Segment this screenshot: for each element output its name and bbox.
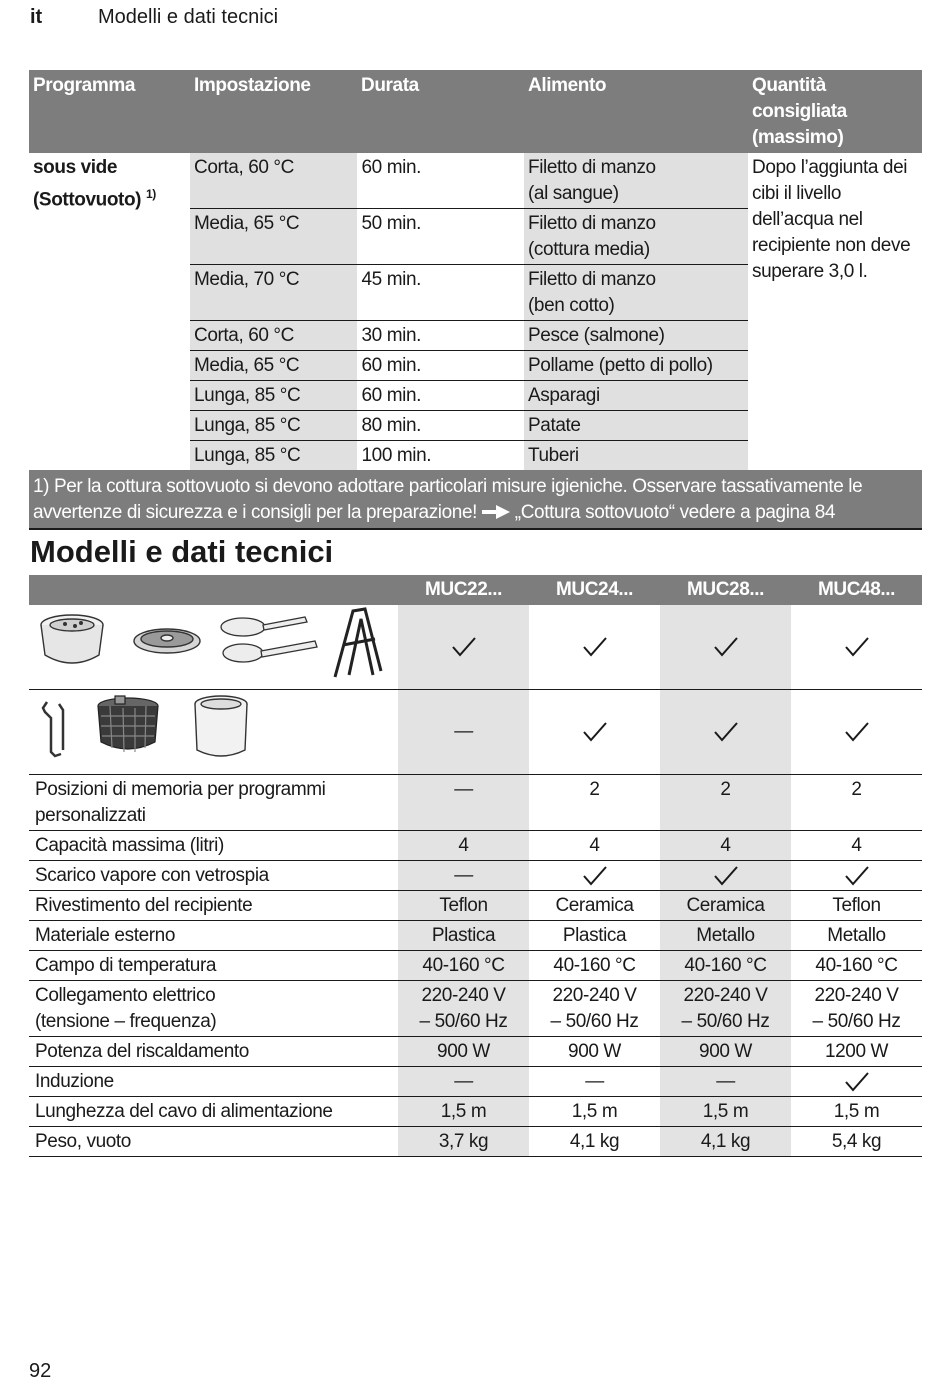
availability-cell [529,690,660,775]
checkmark-icon [713,636,739,658]
spec-value-sub: – 50/60 Hz [419,1011,508,1032]
spec-value-cell [660,861,791,891]
spec-value [844,865,870,886]
checkmark-icon [713,721,739,743]
col-header-food: Alimento [524,70,748,153]
spec-value-cell [398,981,529,1037]
col-header-quantity: Quantità consigliata (massimo) [748,70,922,153]
spec-value-sub: – 50/60 Hz [550,1011,639,1032]
setting-cell: Media, 65 °C [190,351,357,381]
spec-value-cell [660,831,791,861]
spec-value: — [454,721,473,742]
spec-value-cell [398,831,529,861]
spec-value: 1,5 m [833,1101,880,1122]
quantity-note-cell: Dopo l’aggiunta dei cibi il livello dell’acqua nel recipiente non deve superare 3,0 l. [748,153,922,470]
spec-label [29,981,398,1037]
spec-value [451,636,477,657]
spec-label-sub: (tensione – frequenza) [35,1011,217,1032]
spec-label [29,831,398,861]
spec-value-cell [791,775,922,831]
table-row [29,981,922,1037]
table-row [29,1097,922,1127]
checkmark-icon [844,636,870,658]
spec-value-cell [660,951,791,981]
spec-value [844,721,870,742]
spec-value-cell [791,891,922,921]
food-cell: Pollame (petto di pollo) [524,351,748,381]
checkmark-icon [451,636,477,658]
spec-label-text: Scarico vapore con vetrospia [35,865,269,886]
spec-value-cell [660,891,791,921]
food-cell: Patate [524,411,748,441]
food-detail: (cottura media) [528,239,650,260]
table-row [29,153,922,209]
food-cell: Tuberi [524,441,748,471]
spec-value-cell [398,1067,529,1097]
spec-value-cell [791,921,922,951]
spec-label [29,1097,398,1127]
checkmark-icon [713,865,739,887]
section-title: Modelli e dati tecnici [30,534,334,569]
running-title: Modelli e dati tecnici [98,6,279,28]
col-header-model-muc22: MUC22... [398,575,529,605]
spec-value-cell [791,861,922,891]
spec-value-cell [791,951,922,981]
spec-value-cell [660,1067,791,1097]
checkmark-icon [844,721,870,743]
availability-cell [529,605,660,690]
spec-value: 4 [720,835,731,856]
spec-label [29,951,398,981]
spec-value: 5,4 kg [831,1131,882,1152]
spec-table-header [29,575,922,605]
col-header-model-muc24: MUC24... [529,575,660,605]
accessory-row-1 [29,605,922,690]
spec-value: 220-240 V [552,985,637,1006]
spec-value-cell [660,1097,791,1127]
setting-cell: Corta, 60 °C [190,321,357,351]
table-row [29,1037,922,1067]
spec-label [29,1067,398,1097]
spec-value-cell [529,1127,660,1157]
table-row [29,831,922,861]
setting-cell: Media, 65 °C [190,209,357,265]
frying-basket-icon [98,696,158,752]
duration-cell: 60 min. [357,153,524,209]
food-detail: (al sangue) [528,183,619,204]
spec-value: Teflon [439,895,488,916]
spec-value: 220-240 V [683,985,768,1006]
food-cell: Pesce (salmone) [524,321,748,351]
checkmark-icon [582,721,608,743]
food-name: Filetto di manzo [528,213,656,234]
rice-spoon-icon [221,617,317,662]
spec-label-text: Posizioni di memoria per programmi personalizzati [35,779,326,826]
program-name-sub: (Sottovuoto) [33,189,142,211]
duration-cell: 50 min. [357,209,524,265]
spec-label-text: Capacità massima (litri) [35,835,224,856]
spec-label-text: Campo di temperatura [35,955,217,976]
availability-cell [791,690,922,775]
spec-value: Teflon [832,895,881,916]
steamer-insert-icon [41,615,103,663]
spec-value [844,1071,870,1092]
checkmark-icon [844,1071,870,1093]
spec-value: Plastica [431,925,496,946]
footnote-cell [29,470,922,530]
accessory-images [29,605,398,690]
spec-label-text: Induzione [35,1071,114,1092]
spec-label-text: Rivestimento del recipiente [35,895,253,916]
checkmark-icon [582,865,608,887]
table-row [29,861,922,891]
spec-label [29,775,398,831]
spec-value-sub: – 50/60 Hz [681,1011,770,1032]
spec-value: 4 [458,835,469,856]
spec-value: 4 [589,835,600,856]
spec-value: 4,1 kg [569,1131,620,1152]
accessories-set-2-illustration [35,690,395,766]
spec-label-text: Peso, vuoto [35,1131,131,1152]
spec-value: 1,5 m [440,1101,487,1122]
table-row [29,775,922,831]
food-cell [524,153,748,209]
spec-value: — [454,865,473,886]
table-row [29,951,922,981]
spec-value: Ceramica [555,895,634,916]
availability-cell [398,690,529,775]
steam-rack-icon [335,609,381,677]
spec-label-text: Materiale esterno [35,925,175,946]
spec-value: 1,5 m [571,1101,618,1122]
spec-value [713,721,739,742]
footnote-row [29,470,922,530]
spec-value-cell [398,891,529,921]
col-header-duration: Durata [357,70,524,153]
section-divider [29,528,922,530]
spec-label [29,1037,398,1067]
checkmark-icon [582,636,608,658]
spec-label [29,861,398,891]
spec-value [713,636,739,657]
spec-value: 2 [851,779,862,800]
spec-value [582,721,608,742]
footnote-mark: 1) [146,187,156,201]
spec-label-text: Collegamento elettrico [35,985,216,1006]
availability-cell [398,605,529,690]
spec-value-cell [660,1037,791,1067]
duration-cell: 45 min. [357,265,524,321]
spec-value: 900 W [699,1041,752,1062]
spec-value [582,865,608,886]
availability-cell [791,605,922,690]
language-code: it [30,6,43,28]
inner-pot-icon [195,696,247,756]
spec-value: 2 [720,779,731,800]
page-number: 92 [29,1360,52,1382]
page-header [30,6,278,29]
spec-value: 1,5 m [702,1101,749,1122]
spec-value: 220-240 V [421,985,506,1006]
spec-value-cell [791,981,922,1037]
spec-value-cell [791,831,922,861]
setting-cell: Lunga, 85 °C [190,381,357,411]
program-table-header [29,70,922,153]
availability-cell [660,605,791,690]
spec-value: 2 [589,779,600,800]
food-cell [524,209,748,265]
spec-value-cell [398,861,529,891]
spec-value: 4,1 kg [700,1131,751,1152]
spec-value-cell [529,1037,660,1067]
spec-label [29,921,398,951]
program-name: sous vide [33,157,118,178]
setting-cell: Media, 70 °C [190,265,357,321]
spec-value-cell [791,1067,922,1097]
duration-cell: 30 min. [357,321,524,351]
spec-rows [29,775,922,1157]
spec-value: 220-240 V [814,985,899,1006]
duration-cell: 100 min. [357,441,524,471]
spec-value [844,636,870,657]
col-header-feature [29,575,398,605]
food-name: Filetto di manzo [528,157,656,178]
spec-value-cell [398,1037,529,1067]
basket-handle-icon [43,702,63,756]
table-row [29,921,922,951]
availability-cell [660,690,791,775]
steam-tray-icon [134,629,200,653]
spec-value [582,636,608,657]
spec-value-cell [529,831,660,861]
spec-value: — [454,1071,473,1092]
spec-value [713,865,739,886]
spec-value-cell [529,891,660,921]
spec-value-cell [529,775,660,831]
duration-cell: 60 min. [357,351,524,381]
spec-value: Plastica [562,925,627,946]
spec-value: — [716,1071,735,1092]
food-cell [524,265,748,321]
spec-value: 40-160 °C [815,955,898,976]
spec-value-cell [529,981,660,1037]
spec-value-cell [791,1127,922,1157]
food-name: Filetto di manzo [528,269,656,290]
spec-value-cell [398,1097,529,1127]
spec-value-cell [660,1127,791,1157]
table-row [29,1067,922,1097]
setting-cell: Corta, 60 °C [190,153,357,209]
sous-vide-program-table [29,70,922,530]
accessories-set-1-illustration [35,605,395,681]
col-header-model-muc48: MUC48... [791,575,922,605]
spec-value: 40-160 °C [553,955,636,976]
spec-value-cell [398,921,529,951]
col-header-program: Programma [29,70,190,153]
spec-value-cell [529,861,660,891]
spec-value: 1200 W [824,1041,889,1062]
spec-value: Metallo [696,925,755,946]
table-row [29,1127,922,1157]
spec-value: Ceramica [686,895,765,916]
spec-value: 3,7 kg [438,1131,489,1152]
arrow-right-icon [482,505,510,519]
spec-label-text: Lunghezza del cavo di alimentazione [35,1101,333,1122]
spec-value: 900 W [568,1041,621,1062]
spec-value: Metallo [827,925,886,946]
spec-value-cell [660,981,791,1037]
spec-value-cell [529,921,660,951]
food-cell: Asparagi [524,381,748,411]
table-row [29,891,922,921]
spec-value-cell [529,1067,660,1097]
col-header-model-muc28: MUC28... [660,575,791,605]
spec-value-cell [660,921,791,951]
spec-value-cell [529,951,660,981]
accessory-row-2 [29,690,922,775]
spec-value-cell [398,1127,529,1157]
spec-label-text: Potenza del riscaldamento [35,1041,249,1062]
spec-value-cell [398,775,529,831]
spec-value: 40-160 °C [684,955,767,976]
col-header-setting: Impostazione [190,70,357,153]
checkmark-icon [844,865,870,887]
duration-cell: 60 min. [357,381,524,411]
footnote-reference: „Cottura sottovuoto“ vedere a pagina 84 [514,502,836,523]
spec-label [29,1127,398,1157]
program-name-cell [29,153,190,470]
spec-value-cell [529,1097,660,1127]
food-detail: (ben cotto) [528,295,615,316]
spec-label [29,891,398,921]
spec-value: — [454,779,473,800]
spec-value-cell [660,775,791,831]
spec-value: — [585,1071,604,1092]
technical-specs-table [29,575,922,1157]
spec-value-cell [791,1097,922,1127]
spec-value-sub: – 50/60 Hz [812,1011,901,1032]
spec-value: 900 W [437,1041,490,1062]
duration-cell: 80 min. [357,411,524,441]
setting-cell: Lunga, 85 °C [190,441,357,471]
spec-value-cell [791,1037,922,1067]
spec-value: 4 [851,835,862,856]
spec-value-cell [398,951,529,981]
accessory-images [29,690,398,775]
spec-value: 40-160 °C [422,955,505,976]
footnote-text: 1) Per la cottura sottovuoto si devono adottare particolari misure igieniche. Osservare tassativamente le avvertenze di sicurezza e i consigli per la preparazione! [33,476,863,523]
setting-cell: Lunga, 85 °C [190,411,357,441]
